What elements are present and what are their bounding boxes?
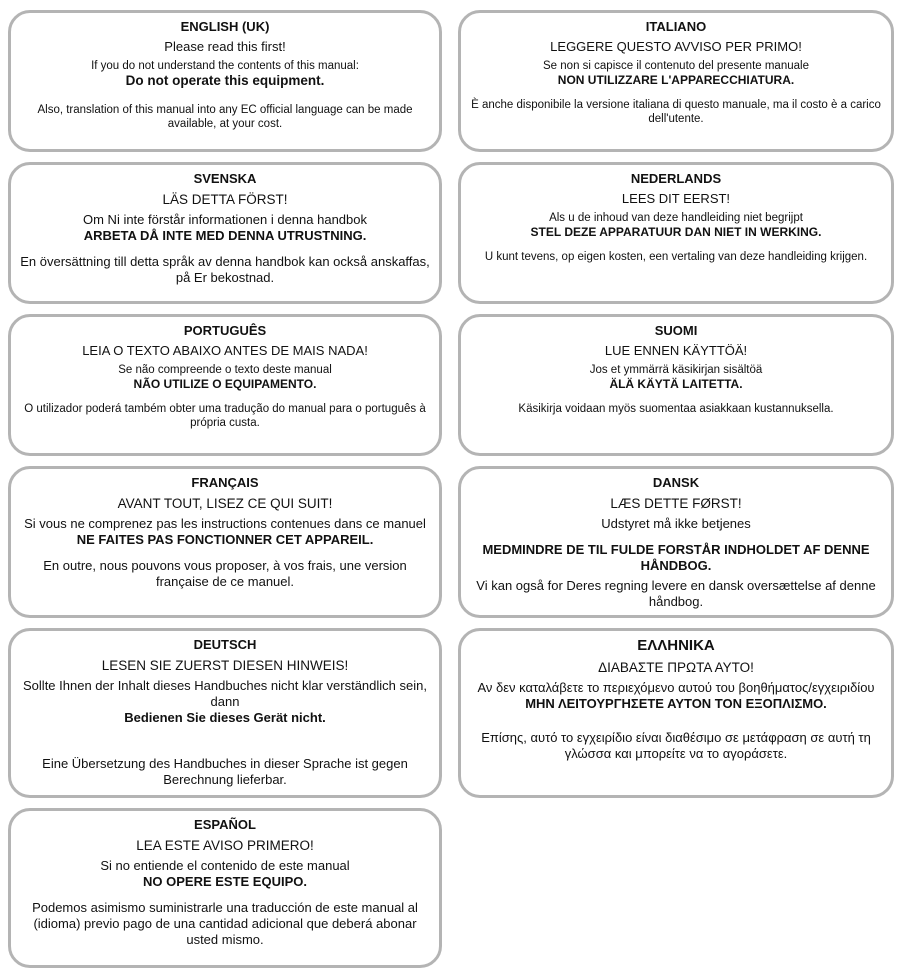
notice-espanol xyxy=(8,808,442,968)
read-first-text: ΔΙΑΒΑΣΤΕ ΠΡΩΤΑ ΑΥΤΟ! xyxy=(598,660,754,675)
translation-text: En översättning till detta språk av denna handbok kan också anskaffas, på Er bekostnad. xyxy=(20,254,430,285)
warning-text: NÃO UTILIZE O EQUIPAMENTO. xyxy=(133,377,317,391)
warning-text: NO OPERE ESTE EQUIPO. xyxy=(143,874,307,889)
notice-nederlands xyxy=(458,162,894,304)
language-heading: FRANÇAIS xyxy=(191,475,259,490)
notice-english xyxy=(8,10,442,152)
read-first-text: LESEN SIE ZUERST DIESEN HINWEIS! xyxy=(101,658,349,673)
warning-text: NE FAITES PAS FONCTIONNER CET APPAREIL. xyxy=(76,532,374,547)
language-heading: SUOMI xyxy=(654,323,698,338)
read-first-text: LEGGERE QUESTO AVVISO PER PRIMO! xyxy=(550,39,802,54)
read-first-text: LÄS DETTA FÖRST! xyxy=(162,192,288,207)
intro-text: Si vous ne comprenez pas les instructions contenues dans ce manuel xyxy=(24,516,426,531)
notice-suomi xyxy=(458,314,894,456)
read-first-text: Please read this first! xyxy=(164,39,286,54)
notice-dansk xyxy=(458,466,894,618)
warning-text: ÄLÄ KÄYTÄ LAITETTA. xyxy=(609,377,743,391)
notice-deutsch xyxy=(8,628,442,798)
notice-svenska xyxy=(8,162,442,304)
language-heading: ΕΛΛΗΝΙΚΑ xyxy=(637,637,715,654)
warning-text: ΜΗΝ ΛΕΙΤΟΥΡΓΗΣΕΤΕ ΑΥΤΟΝ ΤΟΝ ΕΞΟΠΛΙΣΜΟ. xyxy=(525,696,827,711)
notice-ellinika xyxy=(458,628,894,798)
notice-italiano xyxy=(458,10,894,152)
translation-text: O utilizador poderá também obter uma tradução do manual para o português à própria custa. xyxy=(24,403,426,429)
read-first-text: AVANT TOUT, LISEZ CE QUI SUIT! xyxy=(117,496,333,511)
intro-text: Αν δεν καταλάβετε το περιεχόμενο αυτού του βοηθήματος/εγχειριδίου xyxy=(477,680,875,695)
warning-text: ARBETA DÅ INTE MED DENNA UTRUSTNING. xyxy=(83,228,367,243)
intro-text: Se não compreende o texto deste manual xyxy=(118,364,332,376)
intro-text: Sollte Ihnen der Inhalt dieses Handbuches nicht klar verständlich sein, dann xyxy=(23,678,427,709)
intro-text: Jos et ymmärrä käsikirjan sisältöä xyxy=(589,364,763,376)
translation-text: Käsikirja voidaan myös suomentaa asiakkaan kustannuksella. xyxy=(518,403,834,415)
warning-text: Do not operate this equipment. xyxy=(125,73,325,88)
read-first-text: LEA ESTE AVISO PRIMERO! xyxy=(136,838,314,853)
warning-text: Bedienen Sie dieses Gerät nicht. xyxy=(124,710,326,725)
language-heading: ENGLISH (UK) xyxy=(180,19,270,34)
language-heading: DEUTSCH xyxy=(193,637,257,652)
read-first-text: LÆS DETTE FØRST! xyxy=(610,496,742,511)
intro-text: Als u de inhoud van deze handleiding niet begrijpt xyxy=(549,212,803,224)
notice-francais xyxy=(8,466,442,618)
translation-text: Vi kan også for Deres regning levere en dansk oversættelse af denne håndbog. xyxy=(476,578,876,609)
language-heading: DANSK xyxy=(652,475,700,490)
language-heading: ESPAÑOL xyxy=(194,817,256,832)
intro-text: Om Ni inte förstår informationen i denna handbok xyxy=(83,212,367,227)
read-first-text: LEIA O TEXTO ABAIXO ANTES DE MAIS NADA! xyxy=(82,343,368,358)
language-heading: SVENSKA xyxy=(193,171,257,186)
read-first-text: LEES DIT EERST! xyxy=(621,191,731,206)
translation-text: Επίσης, αυτό το εγχειρίδιο είναι διαθέσιμο σε μετάφραση σε αυτή τη γλώσσα και μπορείτε να το αγοράσετε. xyxy=(481,730,871,761)
intro-text: Se non si capisce il contenuto del presente manuale xyxy=(543,60,809,72)
translation-text: En outre, nous pouvons vous proposer, à vos frais, une version française de ce manuel. xyxy=(43,558,407,589)
translation-text: Also, translation of this manual into any EC official language can be made available, at your cost. xyxy=(37,104,413,130)
translation-text: U kunt tevens, op eigen kosten, een vertaling van deze handleiding krijgen. xyxy=(484,251,868,263)
warning-text: NON UTILIZZARE L'APPARECCHIATURA. xyxy=(557,73,795,87)
warning-text: MEDMINDRE DE TIL FULDE FORSTÅR INDHOLDET AF DENNE HÅNDBOG. xyxy=(482,542,870,573)
intro-text: Udstyret må ikke betjenes xyxy=(601,516,751,531)
language-heading: PORTUGUÊS xyxy=(183,323,267,338)
translation-text: Podemos asimismo suministrarle una traducción de este manual al (idioma) previo pago de una cantidad adicional que deberá abonar usted mismo. xyxy=(32,900,418,947)
read-first-text: LUE ENNEN KÄYTTÖÄ! xyxy=(604,343,748,358)
language-heading: ITALIANO xyxy=(645,19,707,34)
intro-text: If you do not understand the contents of this manual: xyxy=(91,60,359,72)
warning-text: STEL DEZE APPARATUUR DAN NIET IN WERKING. xyxy=(530,225,822,239)
notice-portugues xyxy=(8,314,442,456)
language-heading: NEDERLANDS xyxy=(630,171,722,186)
intro-text: Si no entiende el contenido de este manual xyxy=(100,858,350,873)
translation-text: È anche disponibile la versione italiana di questo manuale, ma il costo è a carico dell'utente. xyxy=(471,99,881,125)
translation-text: Eine Übersetzung des Handbuches in dieser Sprache ist gegen Berechnung lieferbar. xyxy=(42,756,408,787)
